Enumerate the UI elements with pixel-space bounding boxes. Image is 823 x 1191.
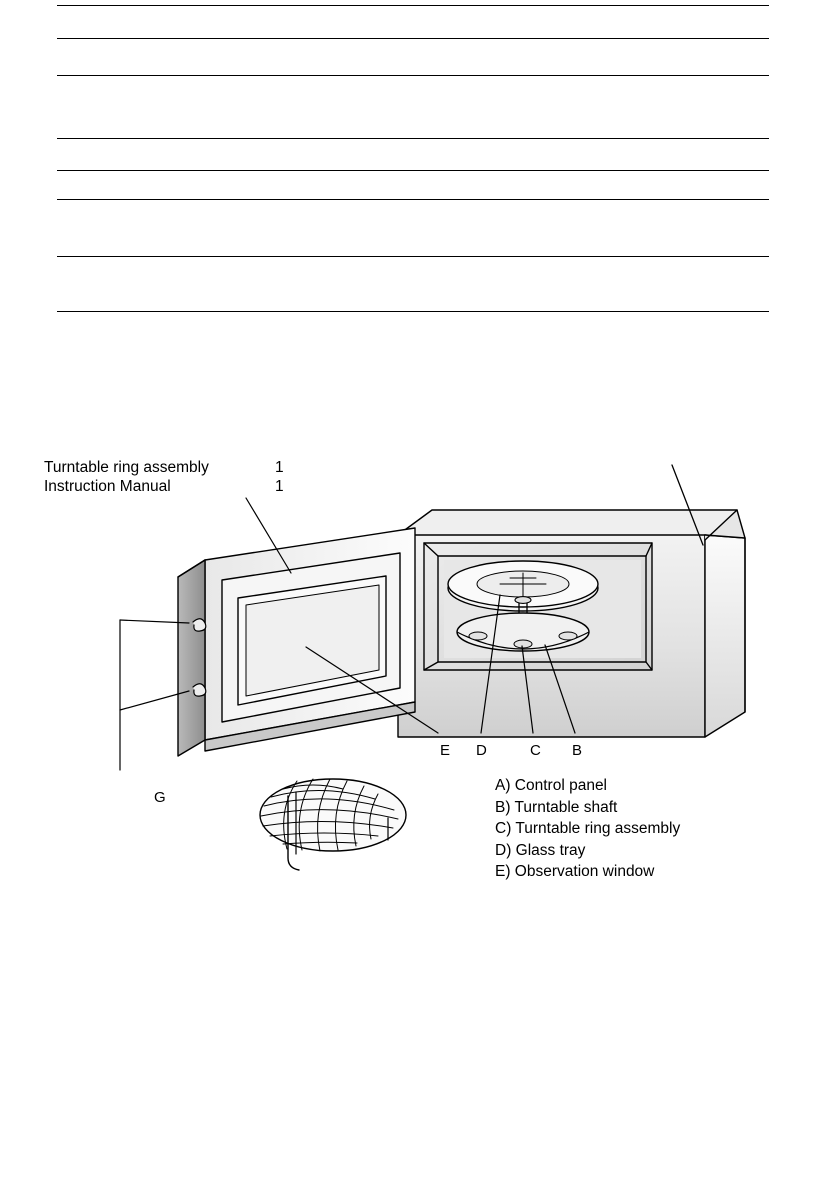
- legend-item-c: C) Turntable ring assembly: [495, 820, 681, 837]
- legend-item-b: B) Turntable shaft: [495, 798, 618, 816]
- table-rule: [57, 256, 769, 257]
- table-rule: [57, 38, 769, 39]
- callout-letter-d: D: [476, 742, 487, 759]
- parts-list-item-qty: 1: [275, 459, 284, 476]
- microwave-oven-illustration: [0, 440, 823, 920]
- callout-letter-e: E: [440, 742, 451, 759]
- diagram-legend: [495, 775, 680, 883]
- table-rule: [57, 138, 769, 139]
- parts-list-item-qty: 1: [275, 478, 284, 495]
- callout-letter-c: C: [530, 742, 541, 759]
- callout-letter-b: B: [572, 742, 583, 759]
- callout-letter-g: G: [154, 789, 166, 806]
- legend-item-e: E) Observation window: [495, 863, 655, 880]
- table-rule: [57, 75, 769, 76]
- parts-list-item-name: Instruction Manual: [44, 478, 171, 495]
- table-rule: [57, 5, 769, 6]
- table-rule: [57, 199, 769, 200]
- table-rule: [57, 311, 769, 312]
- table-rule: [57, 170, 769, 171]
- table-rules-block: [57, 0, 769, 320]
- legend-item-d: D) Glass tray: [495, 841, 586, 859]
- microwave-oven-drawing: [0, 440, 823, 920]
- legend-item-a: A) Control panel: [495, 777, 608, 794]
- parts-list-item-name: Turntable ring assembly: [44, 459, 209, 476]
